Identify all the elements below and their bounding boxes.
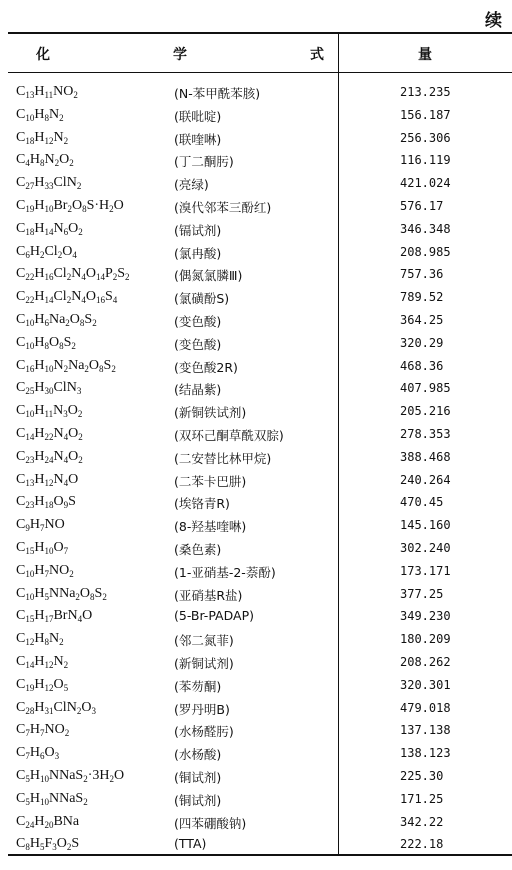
chemical-formula: $C_{14}H_{22}N_4O_2$: [16, 425, 83, 442]
chemical-formula: $C_{28}H_{31}ClN_2O_3$: [16, 699, 96, 716]
chemical-formula: $C_{23}H_{18}O_9S$: [16, 494, 76, 511]
table-row: [8, 698, 512, 721]
table-row: [8, 470, 512, 493]
table-row: [8, 173, 512, 196]
chemical-formula: $C_{16}H_{10}N_2Na_2O_8S_2$: [16, 357, 116, 374]
chemical-formula: $C_{14}H_{12}N_2$: [16, 653, 69, 670]
compound-name: (8-羟基喹啉): [174, 519, 247, 535]
chemical-formula: $C_{10}H_8O_8S_2$: [16, 334, 76, 351]
chemical-formula: $C_{10}H_{11}N_3O_2$: [16, 403, 83, 420]
chemical-formula: $C_{18}H_{12}N_2$: [16, 129, 69, 146]
compound-name: (氯磺酚S): [174, 291, 230, 307]
chemical-formula: $C_{13}H_{11}NO_2$: [16, 84, 78, 100]
formula-weight-value: 479.018: [400, 700, 451, 715]
table-row: [8, 515, 512, 538]
chemical-formula: $C_{15}H_{17}BrN_4O$: [16, 608, 93, 625]
chemical-formula: $C_{24}H_{20}BNa$: [16, 813, 80, 830]
table-row: [8, 310, 512, 333]
chemical-formula: $C_7H_7NO_2$: [16, 722, 70, 739]
chemical-formula: $C_5H_{10}NNaS_2\cdot 3H_2O$: [16, 767, 125, 784]
table-row: [8, 743, 512, 766]
formula-weight-value: 302.240: [400, 540, 451, 555]
formula-weight-value: 208.262: [400, 654, 451, 669]
header-char: 式: [310, 47, 324, 63]
chemical-formula: $C_6H_2Cl_2O_4$: [16, 243, 77, 260]
compound-name: (邻二氮菲): [174, 633, 234, 649]
table-row: [8, 675, 512, 698]
chemical-formula: $C_{10}H_8N_2$: [16, 106, 64, 123]
table-row: [8, 333, 512, 356]
table-row: [8, 447, 512, 470]
compound-name: (N-苯甲酰苯胲): [174, 86, 261, 101]
compound-name: (1-亚硝基-2-萘酚): [174, 564, 276, 580]
table-row: [8, 401, 512, 424]
chemical-formula: $C_4H_8N_2O_2$: [16, 152, 74, 169]
compound-name: (氯冉酸): [174, 245, 222, 261]
formula-weight-value: 349.230: [400, 609, 451, 624]
formula-weight-value: 388.468: [400, 449, 451, 464]
chemical-formula: $C_{22}H_{16}Cl_2N_4O_{14}P_2S_2$: [16, 266, 130, 283]
table-row: [8, 219, 512, 242]
formula-weight-value: 116.119: [400, 153, 451, 168]
compound-name: (变色酸2R): [174, 359, 238, 375]
formula-column-header: [36, 44, 324, 64]
continued-label: 续: [485, 11, 502, 31]
table-row: [8, 264, 512, 287]
table-header: [8, 34, 512, 72]
compound-name: (偶氮氯膦Ⅲ): [174, 268, 243, 284]
compound-name: (苯芴酮): [174, 678, 222, 694]
table-row: [8, 584, 512, 607]
table-row: [8, 538, 512, 561]
formula-weight-value: 407.985: [400, 381, 451, 396]
formula-weight-value: 205.216: [400, 404, 451, 419]
table-row: [8, 356, 512, 379]
table-row: [8, 492, 512, 515]
table-row: [8, 652, 512, 675]
quantity-column-header: 量: [418, 47, 432, 63]
chemical-formula: $C_{12}H_8N_2$: [16, 631, 64, 648]
formula-weight-value: 320.29: [400, 335, 444, 350]
compound-name: (结晶紫): [174, 382, 222, 398]
compound-name: (溴代邻苯三酚红): [174, 199, 272, 215]
compound-name: (二苯卡巴肼): [174, 473, 247, 489]
formula-weight-value: 576.17: [400, 198, 444, 213]
table-row: [8, 720, 512, 743]
formula-weight-value: 757.36: [400, 267, 444, 282]
table-row: [8, 105, 512, 128]
chemical-formula: $C_{13}H_{12}N_4O$: [16, 471, 79, 488]
formula-weight-value: 156.187: [400, 107, 451, 122]
chemical-formula: $C_{19}H_{12}O_5$: [16, 676, 69, 693]
formula-weight-value: 256.306: [400, 130, 451, 145]
table-row: [8, 766, 512, 789]
compound-name: (二安替比林甲烷): [174, 450, 272, 466]
formula-weight-value: 377.25: [400, 586, 444, 601]
table-row: [8, 378, 512, 401]
compound-name: (镉试剂): [174, 222, 222, 238]
compound-name: (铜试剂): [174, 769, 222, 785]
chemical-formula: $C_{27}H_{33}ClN_2$: [16, 175, 82, 192]
formula-weight-value: 320.301: [400, 677, 451, 692]
formula-weight-value: 171.25: [400, 791, 444, 806]
chemical-formula: $C_{22}H_{14}Cl_2N_4O_{16}S_4$: [16, 289, 118, 306]
table-body: [8, 82, 512, 857]
formula-weight-value: 138.123: [400, 746, 451, 761]
formula-weight-value: 240.264: [400, 472, 451, 487]
chemical-formula: $C_{18}H_{14}N_6O_2$: [16, 220, 83, 237]
formula-weight-value: 421.024: [400, 176, 451, 191]
table-row: [8, 561, 512, 584]
table-row: [8, 128, 512, 151]
chemical-formula: $C_{10}H_5NNa_2O_8S_2$: [16, 585, 107, 602]
table-row: [8, 789, 512, 812]
table-row: [8, 196, 512, 219]
table-row: [8, 424, 512, 447]
formula-weight-value: 208.985: [400, 244, 451, 259]
chemical-formula: $C_7H_6O_3$: [16, 745, 60, 762]
header-char: 学: [173, 47, 187, 63]
compound-name: (水杨醛肟): [174, 724, 234, 740]
compound-name: (新铜试剂): [174, 655, 234, 671]
formula-weight-table: [8, 32, 512, 854]
compound-name: (双环己酮草酰双腙): [174, 427, 284, 443]
table-row: [8, 834, 512, 857]
formula-weight-value: 180.209: [400, 632, 451, 647]
formula-weight-value: 342.22: [400, 814, 444, 829]
formula-weight-value: 173.171: [400, 563, 451, 578]
chemical-formula: $C_{25}H_{30}ClN_3$: [16, 380, 82, 397]
formula-weight-value: 278.353: [400, 426, 451, 441]
chemical-formula: $C_5H_{10}NNaS_2$: [16, 790, 88, 807]
compound-name: (新铜铁试剂): [174, 405, 247, 421]
compound-name: (亚硝基R盐): [174, 587, 243, 603]
header-char: 化: [36, 47, 50, 63]
chemical-formula: $C_{10}H_6Na_2O_8S_2$: [16, 311, 97, 328]
table-row: [8, 150, 512, 173]
table-row: [8, 606, 512, 629]
compound-name: (丁二酮肟): [174, 154, 234, 170]
compound-name: (5-Br-PADAP): [174, 608, 254, 624]
table-header-rule: [8, 72, 512, 73]
table-row: [8, 242, 512, 265]
table-row: [8, 629, 512, 652]
formula-weight-value: 364.25: [400, 312, 444, 327]
compound-name: (水杨酸): [174, 747, 222, 763]
compound-name: (变色酸): [174, 336, 222, 352]
compound-name: (亮绿): [174, 177, 209, 193]
compound-name: (联吡啶): [174, 108, 222, 124]
compound-name: (埃铬青R): [174, 496, 230, 512]
compound-name: (四苯硼酸钠): [174, 815, 247, 831]
formula-weight-value: 789.52: [400, 290, 444, 305]
compound-name: (桑色素): [174, 541, 222, 557]
formula-weight-value: 222.18: [400, 837, 444, 852]
formula-weight-value: 468.36: [400, 358, 444, 373]
table-row: [8, 287, 512, 310]
chemical-formula: $C_8H_5F_3O_2S$: [16, 836, 80, 853]
compound-name: (罗丹明B): [174, 701, 230, 717]
table-row: [8, 82, 512, 105]
compound-name: (变色酸): [174, 313, 222, 329]
chemical-formula: $C_{15}H_{10}O_7$: [16, 539, 69, 556]
formula-weight-value: 137.138: [400, 723, 451, 738]
formula-weight-value: 145.160: [400, 518, 451, 533]
formula-weight-value: 213.235: [400, 85, 451, 99]
formula-weight-value: 470.45: [400, 495, 444, 510]
chemical-formula: $C_{10}H_7NO_2$: [16, 562, 74, 579]
chemical-formula: $C_{23}H_{24}N_4O_2$: [16, 448, 83, 465]
formula-weight-value: 346.348: [400, 221, 451, 236]
table-row: [8, 812, 512, 835]
compound-name: (TTA): [174, 836, 207, 852]
chemical-formula: $C_{19}H_{10}Br_2O_8S\cdot H_2O$: [16, 197, 124, 214]
chemical-formula: $C_9H_7NO$: [16, 517, 65, 534]
compound-name: (联喹啉): [174, 131, 222, 147]
compound-name: (铜试剂): [174, 792, 222, 808]
formula-weight-value: 225.30: [400, 768, 444, 783]
